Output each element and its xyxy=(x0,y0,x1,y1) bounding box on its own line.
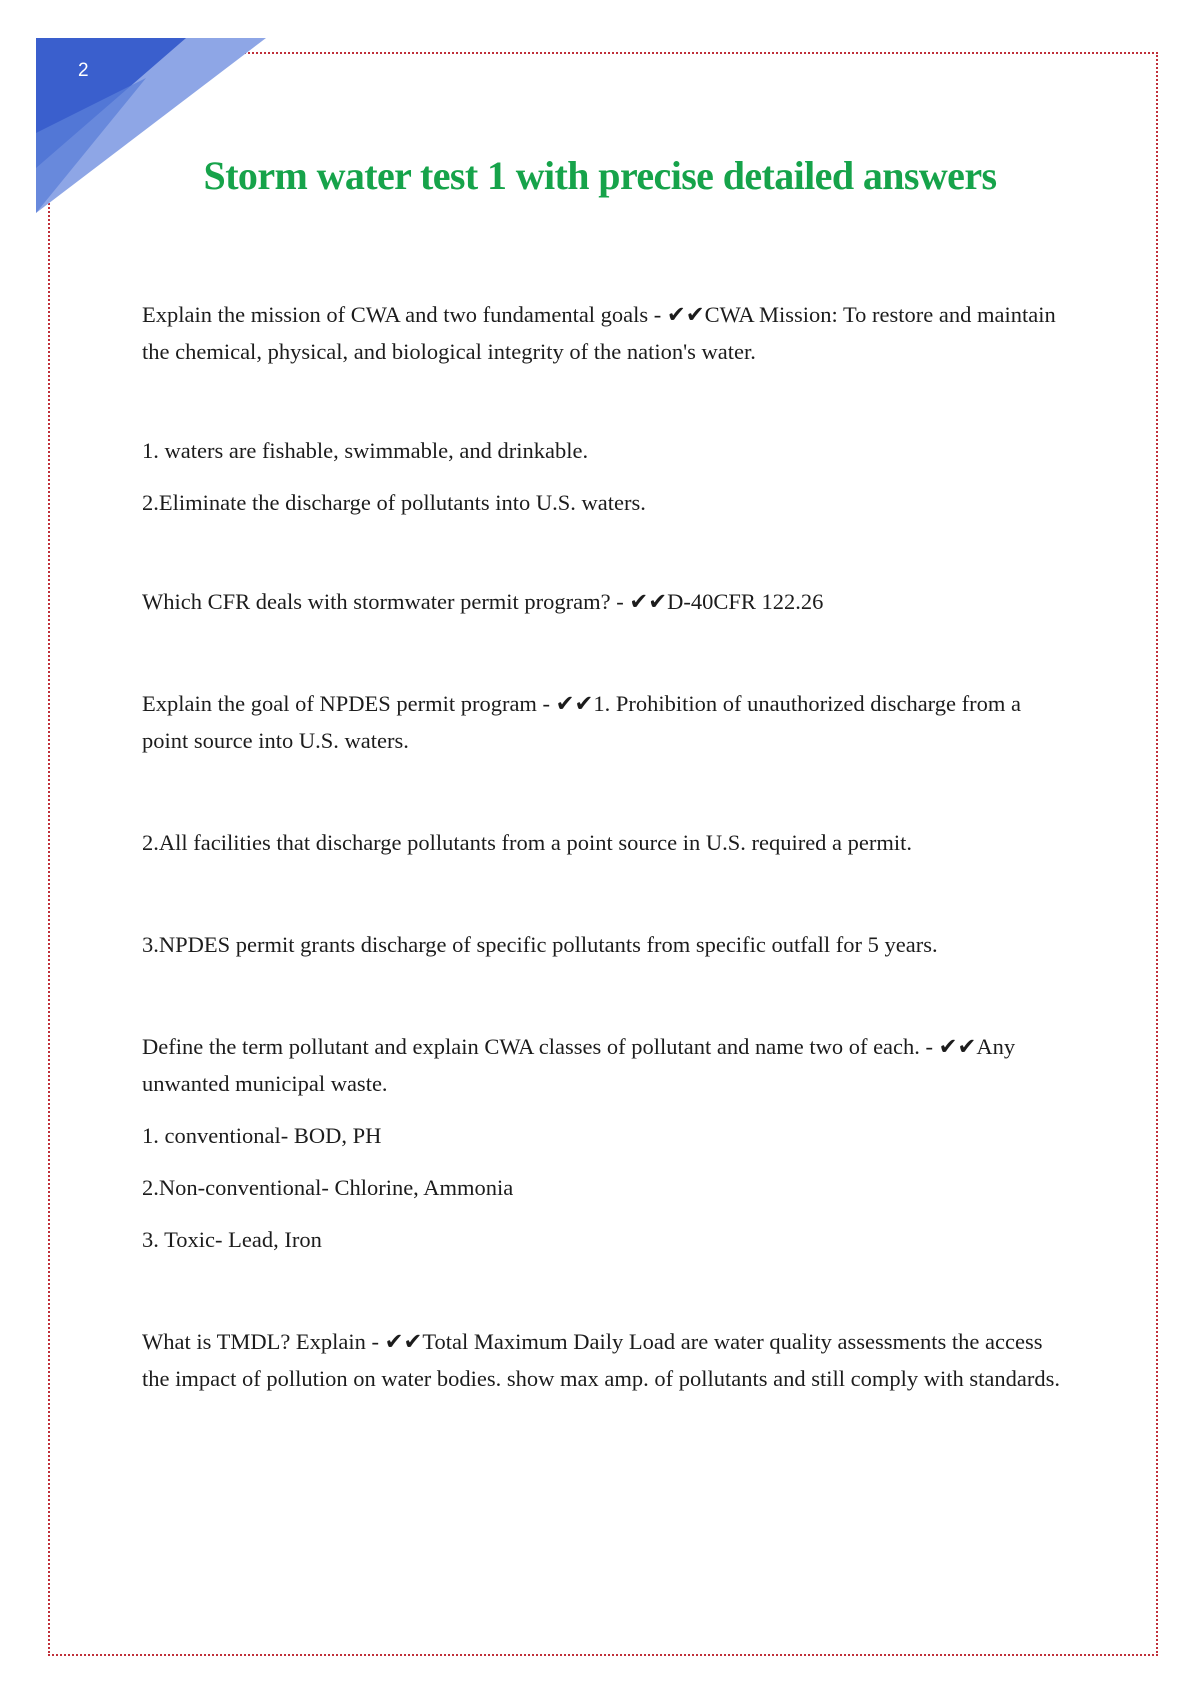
question-cwa-mission: Explain the mission of CWA and two fundamental goals - ✔✔CWA Mission: To restore and maintain the chemical, physical, and biological integrity of the nation's water. xyxy=(142,302,1056,364)
question-npdes-goal: Explain the goal of NPDES permit program - ✔✔1. Prohibition of unauthorized discharge from a point source into U.S. waters. xyxy=(142,691,1021,753)
answer-item: 2.Non-conventional- Chlorine, Ammonia xyxy=(142,1175,514,1200)
question-cfr-stormwater: Which CFR deals with stormwater permit program? - ✔✔D-40CFR 122.26 xyxy=(142,589,824,614)
question-tmdl: What is TMDL? Explain - ✔✔Total Maximum Daily Load are water quality assessments the access the impact of pollution on water bodies. show max amp. of pollutants and still comply with standards. xyxy=(142,1329,1060,1391)
answer-item: 3. Toxic- Lead, Iron xyxy=(142,1227,322,1252)
question-pollutant-classes: Define the term pollutant and explain CWA classes of pollutant and name two of each. - ✔✔Any unwanted municipal waste. xyxy=(142,1034,1016,1096)
page-number: 2 xyxy=(78,60,89,81)
page-title: Storm water test 1 with precise detailed answers xyxy=(203,153,997,198)
document-body xyxy=(142,296,1072,1397)
answer-item: 1. conventional- BOD, PH xyxy=(142,1123,382,1148)
answer-item: 2.Eliminate the discharge of pollutants into U.S. waters. xyxy=(142,490,646,515)
answer-item: 2.All facilities that discharge pollutants from a point source in U.S. required a permit. xyxy=(142,830,913,855)
answer-item: 1. waters are fishable, swimmable, and drinkable. xyxy=(142,438,589,463)
answer-item: 3.NPDES permit grants discharge of specific pollutants from specific outfall for 5 years. xyxy=(142,932,938,957)
